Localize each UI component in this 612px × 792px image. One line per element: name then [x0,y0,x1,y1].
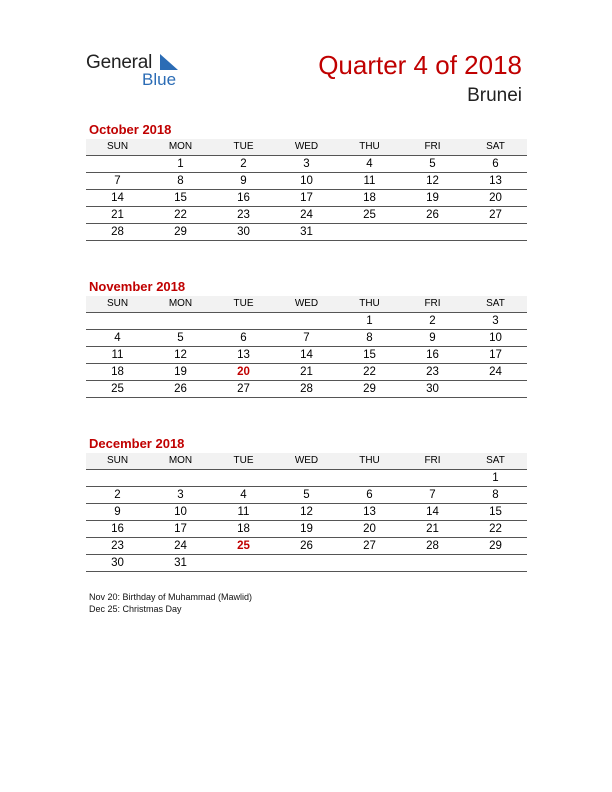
weekday-header-row [86,453,527,470]
day-cell: 28 [111,226,124,238]
day-cell: 27 [363,540,376,552]
empty-day-cell [401,555,464,571]
day-cell: 23 [426,366,439,378]
week-row [86,364,527,381]
week-row [86,555,527,572]
day-cell: 14 [426,506,439,518]
day-cell: 21 [111,209,124,221]
week-row [86,224,527,241]
day-cell: 30 [237,226,250,238]
page-title: Quarter 4 of 2018 [318,50,522,80]
day-cell: 17 [174,523,187,535]
day-cell: 10 [174,506,187,518]
holiday-day-cell: 20 [237,366,250,378]
day-cell: 11 [363,175,376,187]
day-cell: 2 [429,315,436,327]
empty-day-cell [401,224,464,240]
holiday-note: Nov 20: Birthday of Muhammad (Mawlid) [89,592,253,602]
weekday-label: THU [359,455,380,466]
week-row [86,538,527,555]
day-cell: 12 [300,506,313,518]
month-title: October 2018 [89,122,172,137]
month-title: November 2018 [89,279,186,294]
day-cell: 20 [489,192,502,204]
day-cell: 31 [300,226,313,238]
day-cell: 8 [492,489,499,501]
day-cell: 30 [426,383,439,395]
empty-day-cell [338,224,401,240]
day-cell: 31 [174,557,187,569]
month-calendar-october [86,121,527,241]
week-row [86,381,527,398]
day-cell: 22 [174,209,187,221]
empty-day-cell [401,470,464,486]
day-cell: 10 [300,175,313,187]
day-cell: 6 [492,158,499,170]
empty-day-cell [86,313,149,329]
day-cell: 18 [237,523,250,535]
weekday-label: TUE [233,141,254,152]
holiday-day-cell: 25 [237,540,250,552]
day-cell: 13 [237,349,250,361]
weekday-label: SUN [106,298,129,309]
day-cell: 27 [237,383,250,395]
weekday-label: MON [168,455,193,466]
day-cell: 7 [303,332,310,344]
day-cell: 10 [489,332,502,344]
day-cell: 2 [114,489,121,501]
day-cell: 13 [363,506,376,518]
day-cell: 29 [363,383,376,395]
empty-day-cell [464,224,527,240]
day-cell: 3 [492,315,499,327]
day-cell: 18 [363,192,376,204]
day-cell: 4 [366,158,373,170]
day-cell: 29 [174,226,187,238]
day-cell: 21 [300,366,313,378]
week-row [86,173,527,190]
day-cell: 14 [300,349,313,361]
weekday-label: TUE [233,455,254,466]
weekday-label: THU [359,141,380,152]
day-cell: 5 [177,332,184,344]
day-cell: 16 [237,192,250,204]
day-cell: 7 [114,175,121,187]
day-cell: 15 [489,506,502,518]
brand-logo [86,50,196,90]
day-cell: 29 [489,540,502,552]
empty-day-cell [149,470,212,486]
weekday-label: FRI [424,298,441,309]
day-cell: 22 [363,366,376,378]
week-row [86,156,527,173]
day-cell: 11 [237,506,250,518]
empty-day-cell [86,156,149,172]
weekday-label: WED [294,298,319,309]
weekday-header-row [86,139,527,156]
weekday-label: SUN [106,455,129,466]
day-cell: 13 [489,175,502,187]
day-cell: 5 [429,158,436,170]
day-cell: 25 [363,209,376,221]
day-cell: 6 [366,489,373,501]
brand-logo-blue: Blue [142,70,177,89]
day-cell: 9 [429,332,436,344]
empty-day-cell [212,555,275,571]
day-cell: 19 [426,192,439,204]
day-cell: 8 [177,175,184,187]
day-cell: 27 [489,209,502,221]
week-row [86,207,527,224]
weekday-label: SAT [486,141,505,152]
weekday-label: TUE [233,298,254,309]
holiday-note: Dec 25: Christmas Day [89,604,182,614]
empty-day-cell [464,381,527,397]
day-cell: 30 [111,557,124,569]
day-cell: 26 [426,209,439,221]
day-cell: 18 [111,366,124,378]
day-cell: 17 [489,349,502,361]
day-cell: 20 [363,523,376,535]
day-cell: 26 [174,383,187,395]
day-cell: 2 [240,158,247,170]
day-cell: 9 [114,506,121,518]
month-title: December 2018 [89,436,185,451]
day-cell: 24 [300,209,313,221]
day-cell: 17 [300,192,313,204]
country-name: Brunei [467,85,522,106]
day-cell: 23 [237,209,250,221]
month-calendar-december [86,435,527,572]
day-cell: 5 [303,489,310,501]
weekday-label: SAT [486,298,505,309]
month-calendar-november [86,278,527,398]
empty-day-cell [275,470,338,486]
week-row [86,470,527,487]
brand-logo-general: General [86,52,153,73]
week-row [86,487,527,504]
weekday-label: THU [359,298,380,309]
holiday-notes [89,591,252,615]
empty-day-cell [464,555,527,571]
day-cell: 24 [489,366,502,378]
empty-day-cell [149,313,212,329]
brand-logo-triangle-icon [160,54,178,70]
day-cell: 24 [174,540,187,552]
week-row [86,347,527,364]
weekday-label: FRI [424,141,441,152]
day-cell: 22 [489,523,502,535]
day-cell: 6 [240,332,247,344]
empty-day-cell [275,555,338,571]
empty-day-cell [212,470,275,486]
day-cell: 19 [300,523,313,535]
day-cell: 26 [300,540,313,552]
week-row [86,521,527,538]
week-row [86,313,527,330]
day-cell: 15 [363,349,376,361]
day-cell: 4 [240,489,247,501]
weekday-label: SUN [106,141,129,152]
weekday-label: SAT [486,455,505,466]
weekday-header-row [86,296,527,313]
day-cell: 1 [177,158,184,170]
empty-day-cell [86,470,149,486]
day-cell: 15 [174,192,187,204]
day-cell: 23 [111,540,124,552]
day-cell: 28 [300,383,313,395]
weekday-label: MON [168,141,193,152]
day-cell: 1 [366,315,373,327]
day-cell: 12 [426,175,439,187]
weekday-label: WED [294,141,319,152]
day-cell: 7 [429,489,436,501]
day-cell: 16 [426,349,439,361]
day-cell: 12 [174,349,187,361]
day-cell: 21 [426,523,439,535]
empty-day-cell [212,313,275,329]
empty-day-cell [275,313,338,329]
day-cell: 19 [174,366,187,378]
weekday-label: WED [294,455,319,466]
weekday-label: MON [168,298,193,309]
day-cell: 3 [177,489,184,501]
day-cell: 9 [240,175,247,187]
day-cell: 14 [111,192,124,204]
day-cell: 8 [366,332,373,344]
empty-day-cell [338,470,401,486]
day-cell: 4 [114,332,121,344]
day-cell: 25 [111,383,124,395]
week-row [86,330,527,347]
week-row [86,504,527,521]
day-cell: 3 [303,158,310,170]
day-cell: 28 [426,540,439,552]
day-cell: 16 [111,523,124,535]
week-row [86,190,527,207]
empty-day-cell [338,555,401,571]
weekday-label: FRI [424,455,441,466]
day-cell: 11 [111,349,124,361]
day-cell: 1 [492,472,499,484]
